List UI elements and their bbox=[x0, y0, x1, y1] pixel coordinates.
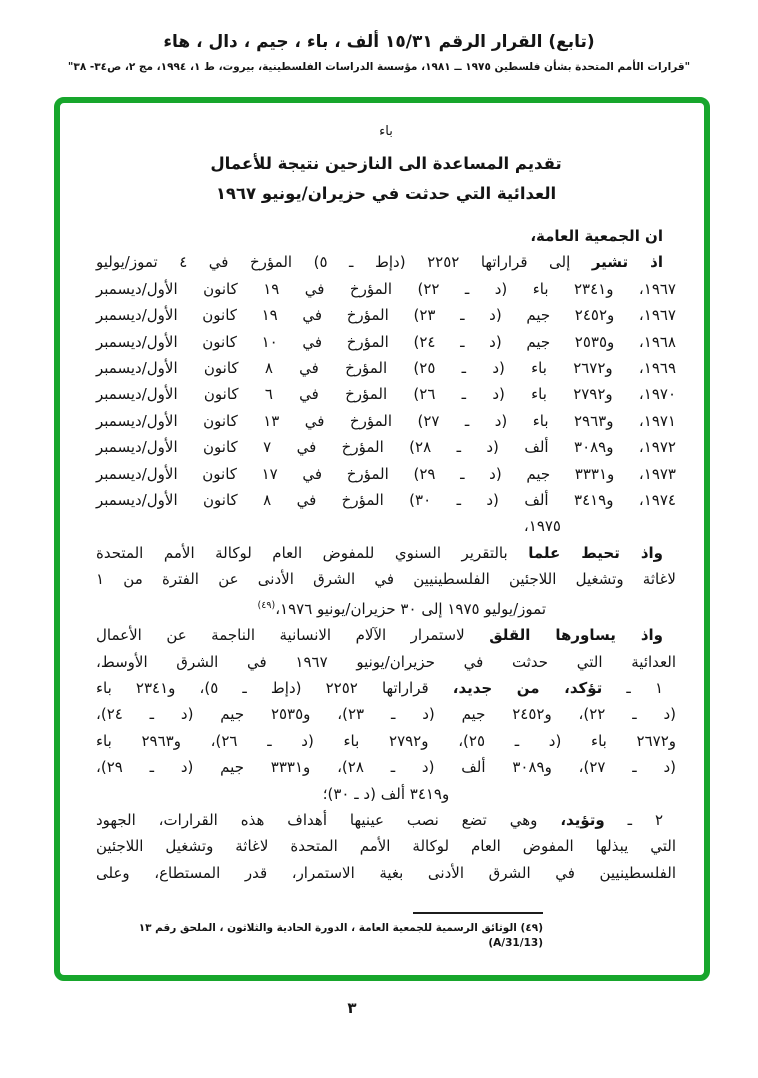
item2-line1 bbox=[96, 807, 676, 833]
paragraph1-line2: ١٩٦٧، و٢٣٤١ باء (د ـ ٢٢) المؤرخ في ١٩ كانون الأول/ديسمبر bbox=[96, 279, 676, 298]
item2-number: ٢ ـ bbox=[604, 810, 664, 829]
paragraph1-lead-rest: إلى قراراتها ٢٢٥٢ (دإط ـ ٥) المؤرخ في ٤ تموز/يوليو bbox=[96, 253, 592, 272]
paragraph3-line2: العدائية التي حدثت في حزيران/يونيو ١٩٦٧ في الشرق الأوسط، bbox=[96, 652, 677, 671]
item2-line2: التي يبذلها المفوض العام لوكالة الأمم المتحدة لاغاثة وتشغيل اللاجئين bbox=[96, 837, 676, 856]
item2-line3: الفلسطينيين في الشرق الأدنى بغية الاستمرار، قدر المستطاع، وعلى bbox=[96, 863, 676, 882]
item1-line1 bbox=[96, 675, 676, 701]
item2-lead: وتؤيد، bbox=[560, 810, 605, 829]
paragraph2-lead: واذ تحيط علما bbox=[528, 543, 664, 562]
section-letter: باء bbox=[379, 124, 393, 139]
page-number: ٣ bbox=[347, 999, 357, 1017]
document-header bbox=[0, 0, 758, 75]
paragraph2-line3-text: تموز/يوليو ١٩٧٥ إلى ٣٠ حزيران/يونيو ١٩٧٦، bbox=[275, 599, 546, 618]
paragraph3-lead: واذ يساورها القلق bbox=[489, 626, 663, 645]
footnote-text: (٤٩) الوثائق الرسمية للجمعية العامة ، الدورة الحادية والثلاثون ، الملحق رقم ١٣ (A/31/13) bbox=[138, 922, 543, 950]
paragraph3-line1 bbox=[96, 622, 676, 648]
paragraph1-lead: اذ تشير bbox=[591, 253, 663, 272]
paragraph3-lead-rest: لاستمرار الآلام الانسانية الناجمة عن الأعمال bbox=[96, 626, 490, 645]
paragraph1-line5: ١٩٦٩، و٢٦٧٢ باء (د ـ ٢٥) المؤرخ في ٨ كانون الأول/ديسمبر bbox=[96, 359, 677, 378]
section-title-line1: تقديم المساعدة الى النازحين نتيجة للأعمال bbox=[210, 154, 562, 173]
paragraph2-line2: لاغاثة وتشغيل اللاجئين الفلسطينيين في الشرق الأدنى عن الفترة من ١ bbox=[96, 570, 676, 589]
salutation-line: ان الجمعية العامة، bbox=[530, 227, 663, 245]
item1-number: ١ ـ bbox=[602, 678, 663, 697]
paragraph1-line9: ١٩٧٣، و٣٣٣١ جيم (د ـ ٢٩) المؤرخ في ١٧ كانون الأول/ديسمبر bbox=[96, 464, 676, 483]
paragraph2-lead-rest: بالتقرير السنوي للمفوض العام لوكالة الأمم المتحدة bbox=[96, 543, 529, 562]
item1-line4: (د ـ ٢٧)، و٣٠٨٩ ألف (د ـ ٢٨)، و٣٣٣١ جيم (د ـ ٢٩)، bbox=[96, 758, 676, 777]
content-frame bbox=[54, 97, 710, 981]
item2-lead-rest: وهي تضع نصب عينيها أهداف هذه القرارات، الجهود bbox=[96, 810, 561, 829]
resolution-continuation-title: (تابع) القرار الرقم ١٥/٣١ ألف ، باء ، جيم ، دال ، هاء bbox=[163, 32, 595, 52]
paragraph1-line6: ١٩٧٠، و٢٧٩٢ باء (د ـ ٢٦) المؤرخ في ٦ كانون الأول/ديسمبر bbox=[96, 385, 677, 404]
source-citation: "قرارات الأمم المتحدة بشأن فلسطين ١٩٧٥ ــ ١٩٨١، مؤسسة الدراسات الفلسطينية، بيروت، ط ١، ١٩٩٤، مج ٢، ص٣٤- ٣٨" bbox=[67, 61, 691, 73]
footnote-block bbox=[96, 912, 676, 951]
paragraph2-line3 bbox=[96, 593, 676, 622]
footnote-reference-mark: (٤٩) bbox=[257, 599, 276, 611]
paragraph1-line1 bbox=[96, 249, 676, 275]
footnote-separator-rule bbox=[413, 912, 543, 914]
item1-line5: و٣٤١٩ ألف (د ـ ٣٠)؛ bbox=[322, 784, 450, 803]
item1-lead: تؤكد، من جديد، bbox=[452, 678, 603, 697]
paragraph2-line1 bbox=[96, 540, 676, 566]
resolution-body bbox=[96, 223, 676, 886]
section-title-line2: العدائية التي حدثت في حزيران/يونيو ١٩٦٧ bbox=[215, 184, 557, 203]
paragraph1-line11: ١٩٧٥، bbox=[523, 517, 561, 536]
item1-line3: و٢٦٧٢ باء (د ـ ٢٥)، و٢٧٩٢ باء (د ـ ٢٦)، و٢٩٦٣ باء bbox=[96, 731, 677, 750]
paragraph1-line4: ١٩٦٨، و٢٥٣٥ جيم (د ـ ٢٤) المؤرخ في ١٠ كانون الأول/ديسمبر bbox=[96, 332, 676, 351]
paragraph1-line8: ١٩٧٢، و٣٠٨٩ ألف (د ـ ٢٨) المؤرخ في ٧ كانون الأول/ديسمبر bbox=[96, 438, 676, 457]
paragraph1-line3: ١٩٦٧، و٢٤٥٢ جيم (د ـ ٢٣) المؤرخ في ١٩ كانون الأول/ديسمبر bbox=[96, 306, 676, 325]
paragraph1-line10: ١٩٧٤، و٣٤١٩ ألف (د ـ ٣٠) المؤرخ في ٨ كانون الأول/ديسمبر bbox=[96, 491, 676, 510]
item1-lead-rest: قراراتها ٢٢٥٢ (دإط ـ ٥)، و٢٣٤١ باء bbox=[96, 678, 453, 697]
item1-line2: (د ـ ٢٢)، و٢٤٥٢ جيم (د ـ ٢٣)، و٢٥٣٥ جيم (د ـ ٢٤)، bbox=[96, 705, 676, 724]
footnote-inner bbox=[96, 912, 543, 951]
paragraph1-line7: ١٩٧١، و٢٩٦٣ باء (د ـ ٢٧) المؤرخ في ١٣ كانون الأول/ديسمبر bbox=[96, 411, 676, 430]
